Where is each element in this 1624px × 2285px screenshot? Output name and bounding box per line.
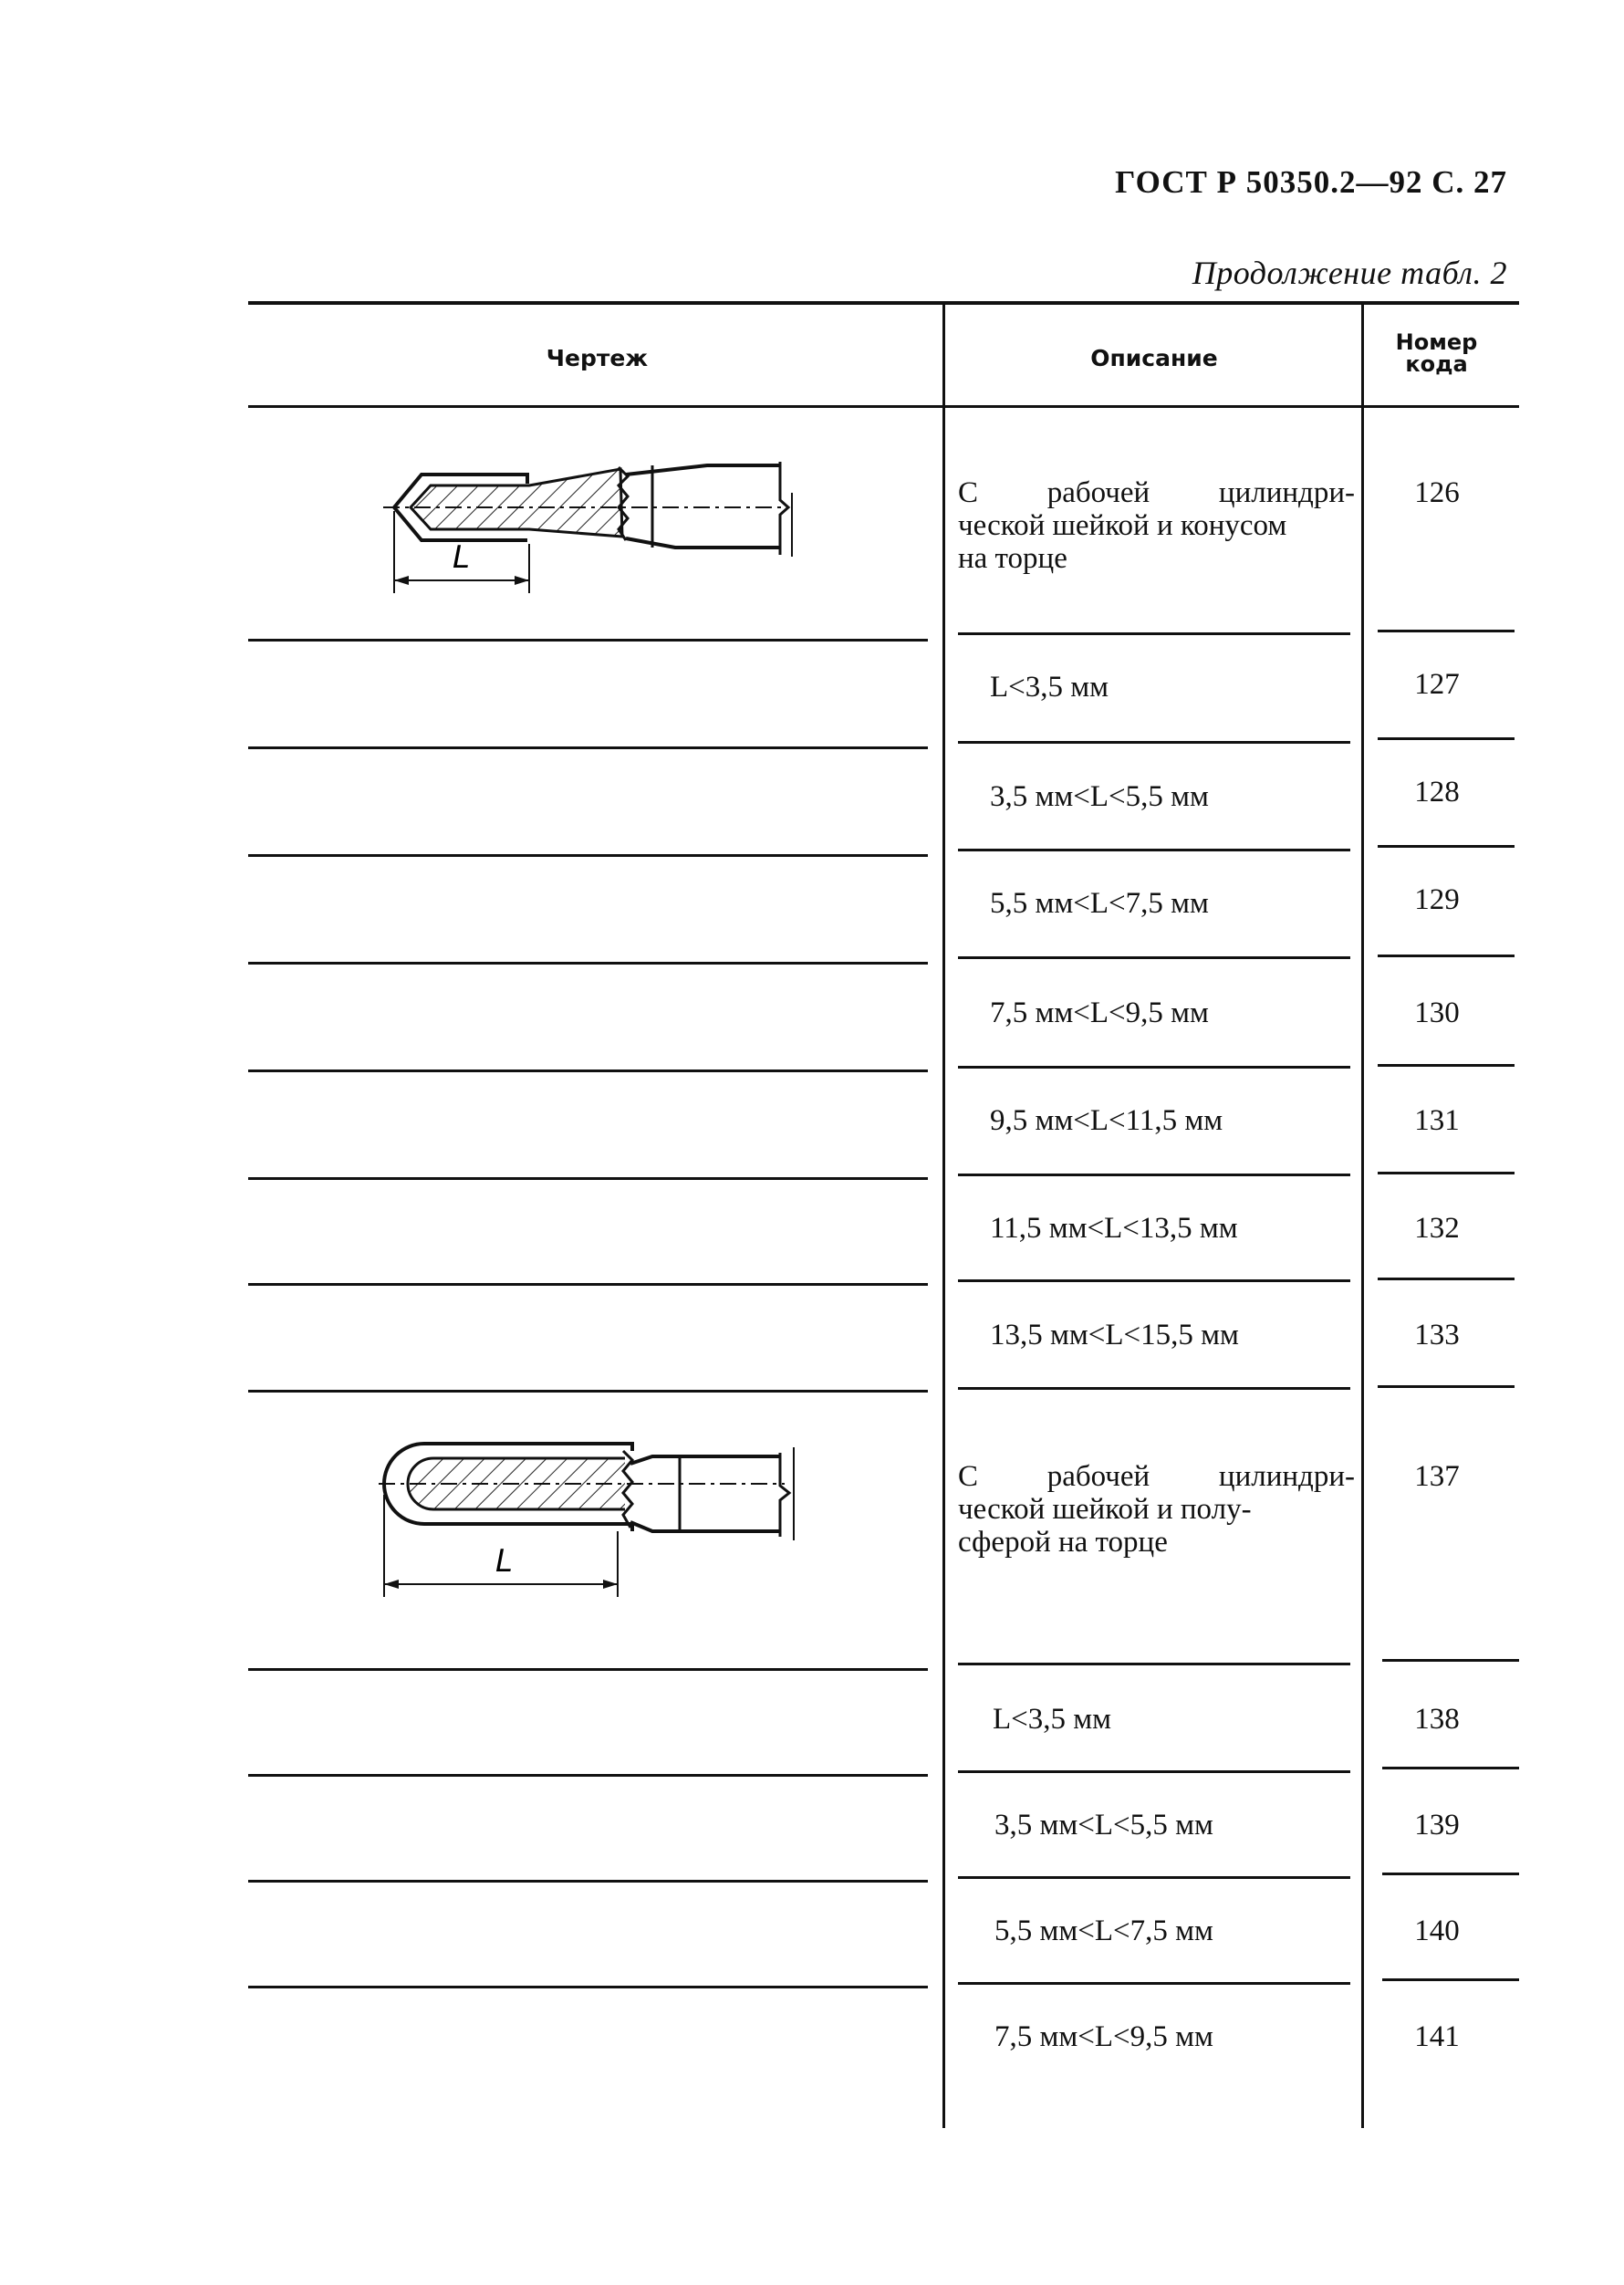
row-description: 3,5 мм<L<5,5 мм [994, 1809, 1213, 1842]
drawing-cone-end [383, 456, 812, 602]
group2-code: 137 [1414, 1460, 1460, 1493]
row-rule [958, 956, 1350, 959]
row-code: 140 [1414, 1915, 1460, 1947]
row-code: 131 [1414, 1104, 1460, 1137]
row-rule [248, 1283, 928, 1286]
group-separator [1378, 1385, 1515, 1388]
group-separator [958, 1387, 1350, 1390]
row-rule [1378, 955, 1515, 957]
row-rule [1382, 1659, 1519, 1662]
column-header-description: Описание [1090, 345, 1218, 371]
row-code: 132 [1414, 1212, 1460, 1245]
row-rule [248, 1774, 928, 1777]
row-rule [1378, 737, 1515, 740]
row-description: 3,5 мм<L<5,5 мм [990, 780, 1209, 813]
row-rule [958, 1770, 1350, 1773]
header-bottom-rule [248, 405, 1519, 408]
row-description: 13,5 мм<L<15,5 мм [990, 1319, 1239, 1351]
dimension-label-L: L [495, 1543, 513, 1580]
group2-description [958, 1460, 1355, 1559]
row-rule [1378, 1172, 1515, 1174]
group1-description [958, 476, 1355, 575]
row-code: 130 [1414, 996, 1460, 1029]
row-rule [1378, 1064, 1515, 1067]
row-rule [958, 1663, 1350, 1665]
description-word: С [958, 476, 979, 509]
description-word: рабочей [1046, 1460, 1150, 1493]
row-description: 11,5 мм<L<13,5 мм [990, 1212, 1238, 1245]
row-rule [248, 1069, 928, 1072]
row-description: 5,5 мм<L<7,5 мм [994, 1915, 1213, 1947]
row-code: 128 [1414, 776, 1460, 809]
table-top-rule [248, 301, 1519, 305]
description-word: рабочей [1046, 476, 1150, 509]
row-rule [248, 962, 928, 965]
group1-description-line3: на торце [958, 542, 1067, 575]
row-rule [248, 854, 928, 857]
row-description: 5,5 мм<L<7,5 мм [990, 887, 1209, 920]
row-rule [248, 1177, 928, 1180]
group2-description-line1 [958, 1460, 1355, 1493]
row-description: L<3,5 мм [990, 671, 1109, 704]
row-rule [1378, 845, 1515, 848]
description-word: цилиндри- [1218, 476, 1355, 509]
group1-code: 126 [1414, 476, 1460, 509]
row-rule [248, 746, 928, 749]
column-header-drawing: Чертеж [546, 345, 649, 371]
row-rule [248, 1668, 928, 1671]
row-code: 127 [1414, 668, 1460, 701]
row-code: 139 [1414, 1809, 1460, 1842]
row-code: 129 [1414, 883, 1460, 916]
column-header-code-line2: кода [1405, 351, 1468, 377]
row-rule [958, 1279, 1350, 1282]
group2-description-line2: ческой шейкой и полу- [958, 1493, 1252, 1526]
row-rule [958, 1066, 1350, 1069]
row-rule [1382, 1873, 1519, 1875]
row-code: 138 [1414, 1703, 1460, 1736]
group2-description-line3: сферой на торце [958, 1526, 1168, 1559]
row-rule [958, 849, 1350, 851]
dimension-label-L: L [453, 539, 470, 576]
row-description: 9,5 мм<L<11,5 мм [990, 1104, 1223, 1137]
drawing-hemisphere-end [379, 1440, 812, 1604]
row-rule [248, 1986, 928, 1988]
row-rule [248, 1880, 928, 1883]
row-description: 7,5 мм<L<9,5 мм [994, 2020, 1213, 2053]
group-separator [248, 1390, 928, 1393]
row-rule [958, 1876, 1350, 1879]
row-rule [958, 1982, 1350, 1985]
row-rule [958, 1174, 1350, 1176]
group1-description-line2: ческой шейкой и конусом [958, 509, 1287, 542]
column-divider-2 [1361, 305, 1364, 2128]
row-rule [1382, 1767, 1519, 1769]
row-description: 7,5 мм<L<9,5 мм [990, 996, 1209, 1029]
description-word: цилиндри- [1218, 1460, 1355, 1493]
column-divider-1 [942, 305, 945, 2128]
group1-description-line1 [958, 476, 1355, 509]
row-rule [248, 639, 928, 642]
column-header-code-line1: Номер [1395, 329, 1478, 355]
row-rule [958, 741, 1350, 744]
row-rule [1378, 1278, 1515, 1280]
row-code: 133 [1414, 1319, 1460, 1351]
column-header-code [1361, 331, 1512, 375]
document-header: ГОСТ Р 50350.2—92 С. 27 [1115, 164, 1507, 200]
row-rule [1382, 1978, 1519, 1981]
table-caption: Продолжение табл. 2 [1192, 255, 1507, 291]
description-word: С [958, 1460, 979, 1493]
row-rule [958, 632, 1350, 635]
row-description: L<3,5 мм [993, 1703, 1112, 1736]
row-rule [1378, 630, 1515, 632]
row-code: 141 [1414, 2020, 1460, 2053]
